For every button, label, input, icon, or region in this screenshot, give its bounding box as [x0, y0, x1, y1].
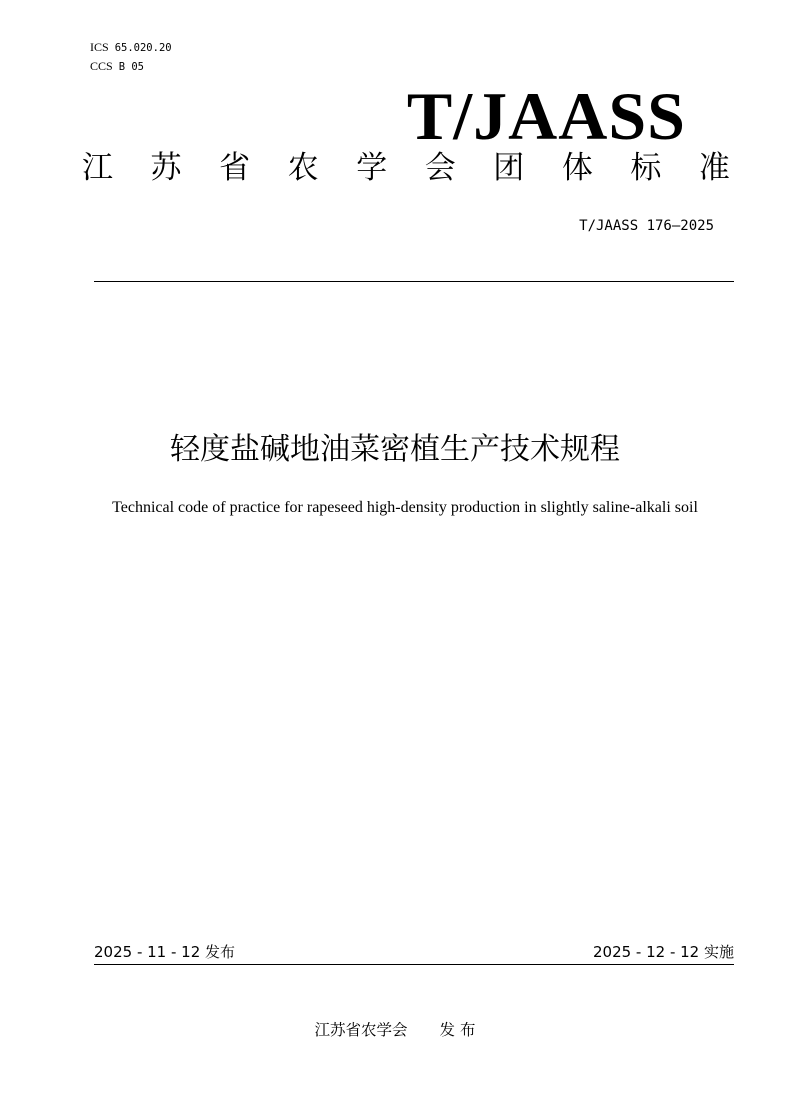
org-title-char: 会: [424, 150, 456, 186]
implement-date: 2025 - 12 - 12 实施: [592, 943, 734, 961]
issuer-line: [0, 1019, 790, 1041]
issuer-action: 发 布: [439, 1021, 476, 1039]
org-title-char: 苏: [150, 150, 182, 186]
org-title-char: 学: [356, 150, 388, 186]
org-title-char: 江: [82, 150, 113, 186]
publish-date: 2025 - 11 - 12 发布: [94, 943, 236, 961]
org-title-char: 准: [698, 150, 730, 186]
organization-standard-title: [82, 148, 730, 188]
org-title-char: 农: [287, 150, 319, 186]
ics-line: [90, 40, 172, 55]
document-title-english: Technical code of practice for rapeseed high-density production in slightly saline-alkali soil: [112, 499, 698, 516]
ics-code: 65.020.20: [114, 42, 172, 54]
header-divider: [94, 281, 734, 282]
ccs-code: B 05: [118, 61, 144, 73]
document-title-chinese: 轻度盐碱地油菜密植生产技术规程: [170, 432, 620, 467]
standard-number: T/JAASS 176—2025: [579, 218, 714, 234]
ics-label: ICS: [90, 40, 109, 54]
ccs-label: CCS: [90, 59, 113, 73]
issuer-organization: 江苏省农学会: [314, 1021, 408, 1039]
standard-logo: T/JAASS: [406, 78, 686, 154]
org-title-char: 省: [219, 150, 251, 186]
org-title-char: 体: [561, 150, 593, 186]
ccs-line: [90, 59, 144, 74]
org-title-char: 团: [493, 150, 525, 186]
org-title-char: 标: [630, 150, 662, 186]
footer-divider: [94, 964, 734, 965]
